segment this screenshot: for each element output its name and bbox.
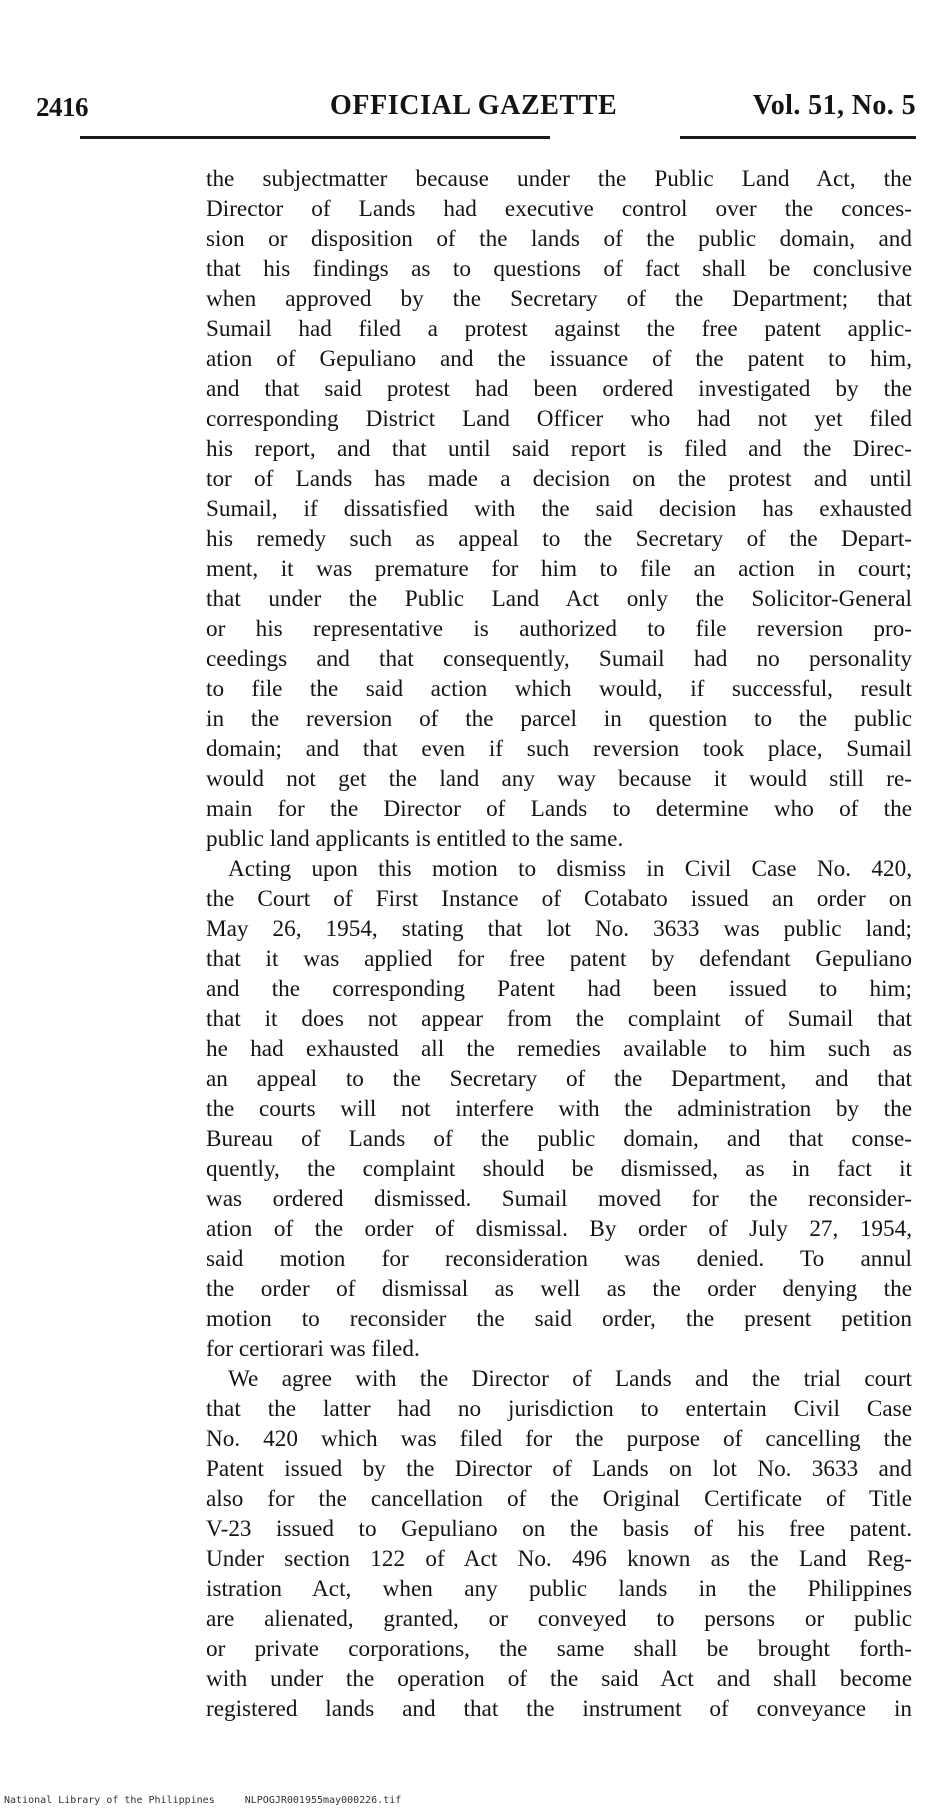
text-line: istration Act, when any public lands in the Philippines — [206, 1576, 912, 1602]
text-line: for certiorari was filed. — [206, 1336, 420, 1362]
text-line: in the reversion of the parcel in question to the public — [206, 706, 912, 732]
text-line: Bureau of Lands of the public domain, and that conse- — [206, 1126, 912, 1152]
text-line: the subjectmatter because under the Public Land Act, the — [206, 166, 912, 192]
header-rule-right — [680, 136, 916, 139]
text-line: that it was applied for free patent by defendant Gepuliano — [206, 946, 912, 972]
text-line: the Court of First Instance of Cotabato issued an order on — [206, 886, 912, 912]
text-line: would not get the land any way because it would still re- — [206, 766, 912, 792]
text-line: or private corporations, the same shall be brought forth- — [206, 1636, 912, 1662]
text-line: We agree with the Director of Lands and the trial court — [228, 1366, 912, 1392]
text-line: V-23 issued to Gepuliano on the basis of his free patent. — [206, 1516, 912, 1542]
text-line: the order of dismissal as well as the order denying the — [206, 1276, 912, 1302]
text-line: Sumail had filed a protest against the free patent applic- — [206, 316, 912, 342]
text-line: to file the said action which would, if successful, result — [206, 676, 912, 702]
paragraph-2 — [206, 854, 912, 1364]
text-line: May 26, 1954, stating that lot No. 3633 was public land; — [206, 916, 912, 942]
text-line: Director of Lands had executive control over the conces- — [206, 196, 912, 222]
text-line: the courts will not interfere with the administration by the — [206, 1096, 912, 1122]
text-line: ation of Gepuliano and the issuance of the patent to him, — [206, 346, 912, 372]
text-line: his report, and that until said report is filed and the Direc- — [206, 436, 912, 462]
text-line: or his representative is authorized to file reversion pro- — [206, 616, 912, 642]
text-line: said motion for reconsideration was denied. To annul — [206, 1246, 912, 1272]
text-line: are alienated, granted, or conveyed to persons or public — [206, 1606, 912, 1632]
text-line: that the latter had no jurisdiction to entertain Civil Case — [206, 1396, 912, 1422]
text-line: when approved by the Secretary of the Department; that — [206, 286, 912, 312]
page-header — [36, 88, 916, 128]
text-line: and the corresponding Patent had been issued to him; — [206, 976, 912, 1002]
text-line: with under the operation of the said Act and shall become — [206, 1666, 912, 1692]
text-line: ation of the order of dismissal. By order of July 27, 1954, — [206, 1216, 912, 1242]
text-line: domain; and that even if such reversion took place, Sumail — [206, 736, 912, 762]
paragraph-1 — [206, 164, 912, 854]
paragraph-3 — [206, 1364, 912, 1724]
library-credit: National Library of the Philippines — [4, 1795, 215, 1806]
text-line: tor of Lands has made a decision on the protest and until — [206, 466, 912, 492]
text-line: Patent issued by the Director of Lands on lot No. 3633 and — [206, 1456, 912, 1482]
text-line: registered lands and that the instrument of conveyance in — [206, 1696, 912, 1722]
text-line: and that said protest had been ordered investigated by the — [206, 376, 912, 402]
text-line: ceedings and that consequently, Sumail had no personality — [206, 646, 912, 672]
text-line: that his findings as to questions of fact shall be conclusive — [206, 256, 912, 282]
text-line: corresponding District Land Officer who had not yet filed — [206, 406, 912, 432]
text-line: No. 420 which was filed for the purpose of cancelling the — [206, 1426, 912, 1452]
volume-issue: Vol. 51, No. 5 — [752, 90, 916, 121]
text-line: that it does not appear from the complaint of Sumail that — [206, 1006, 912, 1032]
text-line: ment, it was premature for him to file an action in court; — [206, 556, 912, 582]
text-line: that under the Public Land Act only the Solicitor-General — [206, 586, 912, 612]
header-rule-left — [80, 136, 550, 139]
text-line: an appeal to the Secretary of the Department, and that — [206, 1066, 912, 1092]
text-line: motion to reconsider the said order, the present petition — [206, 1306, 912, 1332]
text-line: main for the Director of Lands to determine who of the — [206, 796, 912, 822]
text-line: was ordered dismissed. Sumail moved for the reconsider- — [206, 1186, 912, 1212]
text-line: Under section 122 of Act No. 496 known as the Land Reg- — [206, 1546, 912, 1572]
page-number: 2416 — [36, 92, 88, 122]
publication-title: OFFICIAL GAZETTE — [330, 90, 618, 121]
scan-filename: NLPOGJR001955may000226.tif — [244, 1795, 402, 1806]
scan-footer — [4, 1795, 425, 1806]
text-line: he had exhausted all the remedies available to him such as — [206, 1036, 912, 1062]
article-body — [206, 164, 912, 1724]
text-line: quently, the complaint should be dismissed, as in fact it — [206, 1156, 912, 1182]
text-line: also for the cancellation of the Original Certificate of Title — [206, 1486, 912, 1512]
text-line: sion or disposition of the lands of the public domain, and — [206, 226, 912, 252]
text-line: Sumail, if dissatisfied with the said decision has exhausted — [206, 496, 912, 522]
text-line: Acting upon this motion to dismiss in Civil Case No. 420, — [228, 856, 912, 882]
text-line: his remedy such as appeal to the Secretary of the Depart- — [206, 526, 912, 552]
text-line: public land applicants is entitled to the same. — [206, 826, 624, 852]
